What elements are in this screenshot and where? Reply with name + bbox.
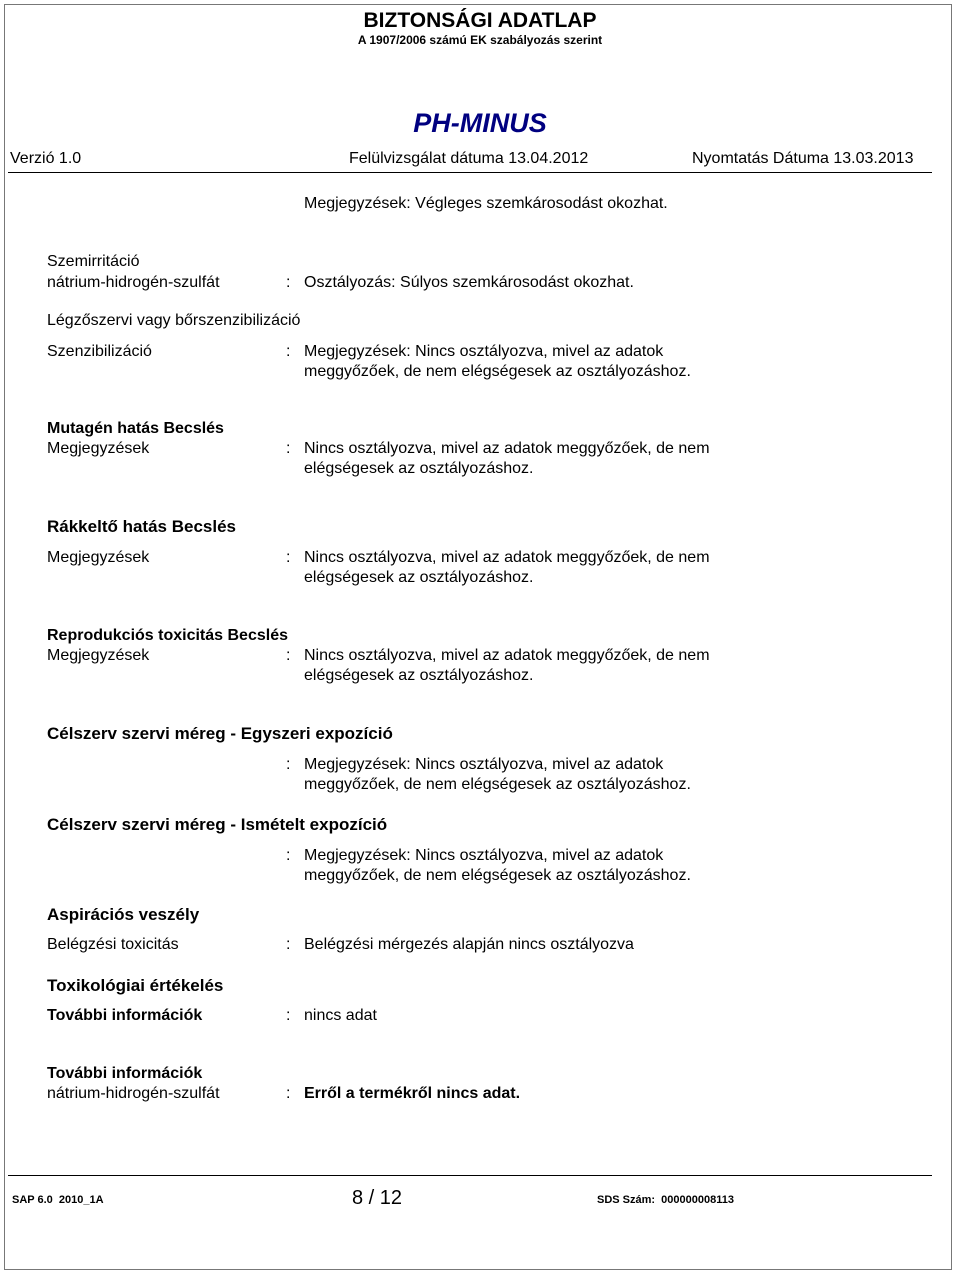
aspiration-label: Belégzési toxicitás: [47, 936, 179, 953]
carcinogenicity-label: Megjegyzések: [47, 549, 150, 566]
page-number: 8 / 12: [352, 1187, 403, 1209]
colon: :: [286, 1007, 291, 1024]
reproductive-toxicity-label: Megjegyzések: [47, 647, 150, 664]
toxicological-evaluation-value: nincs adat: [304, 1007, 377, 1024]
revision-date: Felülvizsgálat dátuma 13.04.2012: [349, 150, 589, 167]
further-information-value: Erről a termékről nincs adat.: [304, 1085, 521, 1102]
mutagenicity-value-line1: Nincs osztályozva, mivel az adatok meggyőzőek, de nem: [304, 440, 710, 457]
mutagenicity-heading: Mutagén hatás Becslés: [47, 420, 224, 437]
colon: :: [286, 1085, 291, 1102]
colon: :: [286, 647, 291, 664]
product-name: PH-MINUS: [413, 108, 547, 138]
carcinogenicity-heading: Rákkeltő hatás Becslés: [47, 517, 236, 536]
reproductive-toxicity-value-line2: elégségesek az osztályozáshoz.: [304, 667, 534, 684]
sensitization-value-line1: Megjegyzések: Nincs osztályozva, mivel az adatok: [304, 343, 664, 360]
carcinogenicity-value-line2: elégségesek az osztályozáshoz.: [304, 569, 534, 586]
colon: :: [286, 343, 291, 360]
colon: :: [286, 847, 291, 864]
sensitization-value-line2: meggyőzőek, de nem elégségesek az osztályozáshoz.: [304, 363, 691, 380]
reproductive-toxicity-value-line1: Nincs osztályozva, mivel az adatok meggyőzőek, de nem: [304, 647, 710, 664]
eye-damage-note: Megjegyzések: Végleges szemkárosodást okozhat.: [304, 195, 668, 212]
mutagenicity-value-line2: elégségesek az osztályozáshoz.: [304, 460, 534, 477]
stot-single-value-line1: Megjegyzések: Nincs osztályozva, mivel az adatok: [304, 756, 664, 773]
eye-irritation-substance: nátrium-hidrogén-szulfát: [47, 274, 220, 291]
eye-irritation-value: Osztályozás: Súlyos szemkárosodást okozhat.: [304, 274, 634, 291]
further-information-heading: További információk: [47, 1065, 203, 1082]
mutagenicity-label: Megjegyzések: [47, 440, 150, 457]
colon: :: [286, 274, 291, 291]
footer-divider: [8, 1175, 932, 1176]
toxicological-evaluation-label: További információk: [47, 1007, 203, 1024]
document-title: BIZTONSÁGI ADATLAP: [363, 9, 597, 32]
stot-single-heading: Célszerv szervi méreg - Egyszeri expozíció: [47, 724, 393, 743]
stot-single-value-line2: meggyőzőek, de nem elégségesek az osztályozáshoz.: [304, 776, 691, 793]
colon: :: [286, 549, 291, 566]
carcinogenicity-value-line1: Nincs osztályozva, mivel az adatok meggyőzőek, de nem: [304, 549, 710, 566]
aspiration-heading: Aspirációs veszély: [47, 905, 200, 924]
sds-number: SDS Szám: 000000008113: [597, 1194, 734, 1206]
stot-repeated-value-line2: meggyőzőek, de nem elégségesek az osztályozáshoz.: [304, 867, 691, 884]
further-information-substance: nátrium-hidrogén-szulfát: [47, 1085, 220, 1102]
version-info: Verzió 1.0: [10, 150, 82, 167]
reproductive-toxicity-heading: Reprodukciós toxicitás Becslés: [47, 627, 288, 644]
print-date: Nyomtatás Dátuma 13.03.2013: [692, 150, 914, 167]
colon: :: [286, 440, 291, 457]
colon: :: [286, 756, 291, 773]
colon: :: [286, 936, 291, 953]
regulation-subtitle: A 1907/2006 számú EK szabályozás szerint: [357, 33, 603, 47]
stot-repeated-heading: Célszerv szervi méreg - Ismételt expozíció: [47, 815, 388, 834]
sensitization-heading: Légzőszervi vagy bőrszenzibilizáció: [47, 312, 301, 329]
stot-repeated-value-line1: Megjegyzések: Nincs osztályozva, mivel az adatok: [304, 847, 664, 864]
aspiration-value: Belégzési mérgezés alapján nincs osztályozva: [304, 936, 634, 953]
eye-irritation-heading: Szemirritáció: [47, 253, 140, 270]
sap-version: SAP 6.0 2010_1A: [12, 1194, 104, 1206]
toxicological-evaluation-heading: Toxikológiai értékelés: [47, 976, 224, 995]
header-divider: [8, 172, 932, 173]
sensitization-label: Szenzibilizáció: [47, 343, 152, 360]
